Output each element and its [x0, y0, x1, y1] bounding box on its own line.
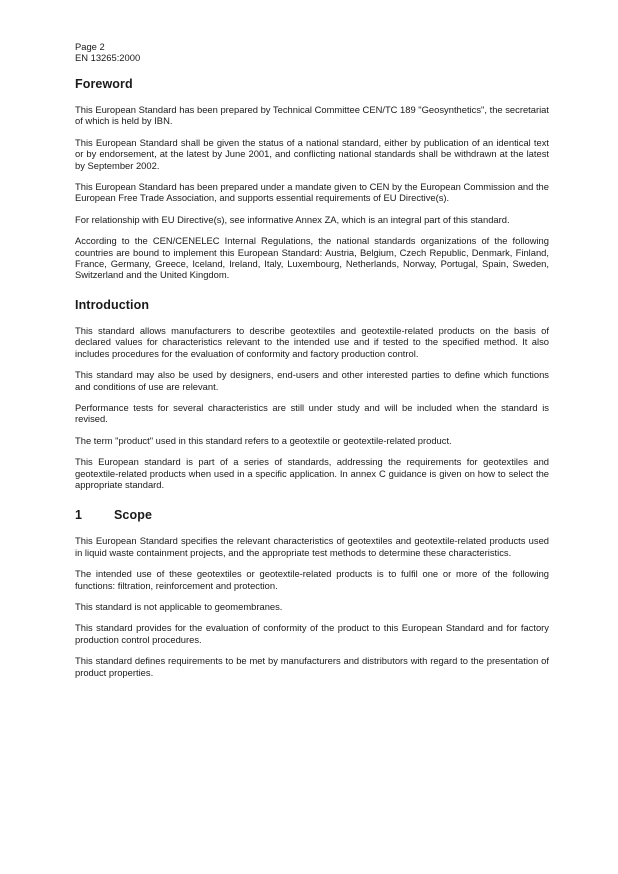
page-number: Page 2: [75, 41, 105, 52]
section-title: Scope: [114, 508, 153, 523]
foreword-paragraph: This European Standard shall be given the status of a national standard, either by publication of an identical text or by endorsement, at the latest by June 2001, and conflicting national standards shall be withdrawn at the latest by September 2002.: [75, 136, 549, 171]
scope-paragraph: The intended use of these geotextiles or geotextile-related products is to fulfil one or more of the following functions: filtration, reinforcement and protection.: [75, 568, 549, 591]
page-content: [75, 41, 549, 678]
introduction-paragraph: The term "product" used in this standard refers to a geotextile or geotextile-related product.: [75, 434, 452, 446]
scope-heading: [75, 508, 549, 523]
foreword-paragraph: For relationship with EU Directive(s), see informative Annex ZA, which is an integral part of this standard.: [75, 213, 510, 225]
scope-paragraph: This standard is not applicable to geomembranes.: [75, 600, 283, 612]
foreword-heading: Foreword: [75, 77, 133, 91]
document-id: EN 13265:2000: [75, 52, 141, 63]
foreword-paragraph: According to the CEN/CENELEC Internal Regulations, the national standards organizations of the following countries are bound to implement this European Standard: Austria, Belgium, Czech Republic, Denmark, Finland, France, Germany, Greece, Iceland, Ireland, Italy, Luxembourg, Netherlands, Norway, Portugal, Spain, Sweden, Switzerland and the United Kingdom.: [75, 235, 549, 281]
foreword-paragraph: This European Standard has been prepared under a mandate given to CEN by the European Commission and the European Free Trade Association, and supports essential requirements of EU Directive(s).: [75, 181, 549, 204]
scope-paragraph: This European Standard specifies the relevant characteristics of geotextiles and geotextile-related products used in liquid waste containment projects, and the appropriate test methods to determine these characteristics.: [75, 535, 549, 558]
section-number: 1: [75, 508, 83, 523]
introduction-paragraph: This standard allows manufacturers to describe geotextiles and geotextile-related products on the basis of declared values for characteristics relevant to the intended use and if tested to the specified method. It also includes procedures for the evaluation of conformity and factory production control.: [75, 324, 549, 359]
introduction-paragraph: This standard may also be used by designers, end-users and other interested parties to define which functions and conditions of use are relevant.: [75, 369, 549, 392]
scope-paragraph: This standard provides for the evaluation of conformity of the product to this European Standard and for factory production control procedures.: [75, 622, 549, 645]
scope-paragraph: This standard defines requirements to be met by manufacturers and distributors with regard to the presentation of product properties.: [75, 655, 549, 678]
introduction-paragraph: This European standard is part of a series of standards, addressing the requirements for geotextiles and geotextile-related products when used in a specific application. In annex C guidance is given on how to select the appropriate standard.: [75, 456, 549, 490]
introduction-heading: Introduction: [75, 297, 150, 312]
introduction-paragraph: Performance tests for several characteristics are still under study and will be included when the standard is revised.: [75, 401, 549, 425]
foreword-paragraph: This European Standard has been prepared by Technical Committee CEN/TC 189 "Geosynthetics", the secretariat of which is held by IBN.: [75, 104, 549, 127]
